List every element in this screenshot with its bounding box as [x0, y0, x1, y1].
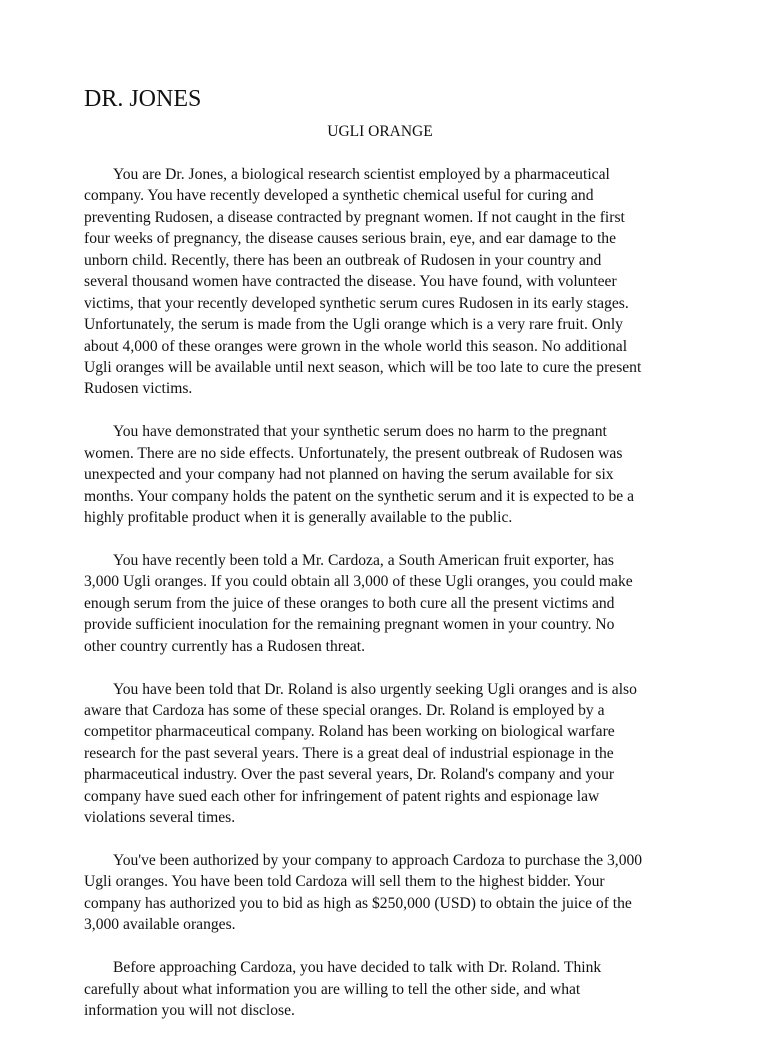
text-line: Unfortunately, the serum is made from the Ugli orange which is a very rare fruit. Only [84, 316, 623, 334]
text-line: months. Your company holds the patent on the synthetic serum and it is expected to be a [84, 487, 635, 505]
paragraph [84, 850, 684, 936]
text-line: You have been told that Dr. Roland is also urgently seeking Ugli oranges and is also [113, 680, 637, 698]
text-line: aware that Cardoza has some of these special oranges. Dr. Roland is employed by a [84, 701, 605, 719]
text-line: Before approaching Cardoza, you have decided to talk with Dr. Roland. Think [113, 959, 602, 977]
text-line: several thousand women have contracted the disease. You have found, with volunteer [84, 273, 617, 291]
text-line: Ugli oranges. You have been told Cardoza will sell them to the highest bidder. Your [84, 873, 605, 891]
paragraph [84, 421, 684, 528]
text-line: Ugli oranges will be available until next season, which will be too late to cure the present [84, 358, 642, 376]
text-line: You have demonstrated that your synthetic serum does no harm to the pregnant [113, 423, 607, 441]
text-line: carefully about what information you are willing to tell the other side, and what [84, 980, 581, 998]
text-line: about 4,000 of these oranges were grown in the whole world this season. No additional [84, 337, 628, 355]
paragraph [84, 164, 684, 400]
document-body [84, 164, 684, 1043]
text-line: You are Dr. Jones, a biological research scientist employed by a pharmaceutical [113, 166, 610, 183]
paragraph [84, 679, 684, 829]
text-line: highly profitable product when it is generally available to the public. [84, 509, 513, 526]
text-line: other country currently has a Rudosen threat. [84, 637, 366, 655]
text-line: pharmaceutical industry. Over the past several years, Dr. Roland's company and your [84, 766, 615, 784]
text-line: company have sued each other for infringement of patent rights and espionage law [84, 787, 600, 805]
text-line: research for the past several years. There is a great deal of industrial espionage in the [84, 744, 614, 762]
document-title: UGLI ORANGE [327, 123, 433, 140]
text-line: 3,000 Ugli oranges. If you could obtain all 3,000 of these Ugli oranges, you could make [84, 573, 633, 591]
text-line: company has authorized you to bid as high as $250,000 (USD) to obtain the juice of the [84, 894, 632, 912]
paragraph [84, 957, 684, 1021]
text-line: unborn child. Recently, there has been an outbreak of Rudosen in your country and [84, 251, 602, 269]
text-line: violations several times. [84, 809, 236, 827]
text-line: company. You have recently developed a synthetic chemical useful for curing and [84, 187, 594, 205]
text-line: You have recently been told a Mr. Cardoza, a South American fruit exporter, has [113, 551, 614, 569]
document-heading: DR. JONES [84, 86, 202, 112]
text-line: preventing Rudosen, a disease contracted by pregnant women. If not caught in the first [84, 208, 625, 226]
text-line: information you will not disclose. [84, 1002, 295, 1020]
text-line: four weeks of pregnancy, the disease causes serious brain, eye, and ear damage to the [84, 230, 616, 248]
text-line: provide sufficient inoculation for the remaining pregnant women in your country. No [84, 616, 615, 634]
text-line: competitor pharmaceutical company. Roland has been working on biological warfare [84, 723, 615, 741]
text-line: enough serum from the juice of these oranges to both cure all the present victims and [84, 594, 615, 612]
text-line: women. There are no side effects. Unfortunately, the present outbreak of Rudosen was [84, 444, 623, 462]
text-line: You've been authorized by your company to approach Cardoza to purchase the 3,000 [113, 852, 643, 869]
text-line: unexpected and your company had not planned on having the serum available for six [84, 466, 614, 484]
paragraph [84, 550, 684, 657]
text-line: Rudosen victims. [84, 380, 193, 398]
text-line: victims, that your recently developed synthetic serum cures Rudosen in its early stages. [84, 294, 629, 312]
text-line: 3,000 available oranges. [84, 916, 236, 934]
